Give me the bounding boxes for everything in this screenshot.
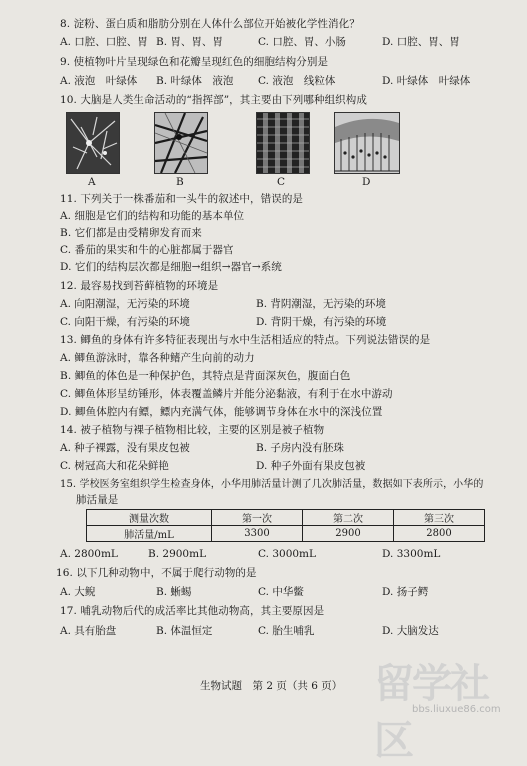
option: D. 鲫鱼体腔内有鳔，鳔内充满气体，能够调节身体在水中的深浅位置 [60, 406, 383, 418]
site-watermark [370, 652, 520, 764]
table-cell: 3300 [212, 526, 303, 542]
option: C. 口腔、胃、小肠 [258, 36, 346, 48]
option: A. 细胞是它们的结构和功能的基本单位 [60, 210, 245, 222]
question-11-stem: 11. 下列关于一株番茄和一头牛的叙述中，错误的是 [60, 193, 304, 205]
option: C. 番茄的果实和牛的心脏都属于器官 [60, 244, 234, 256]
table-header-cell: 第三次 [394, 510, 485, 526]
image-label-c: C [277, 176, 286, 188]
question-17-stem: 17. 哺乳动物后代的成活率比其他动物高，其主要原因是 [60, 605, 325, 617]
image-label-b: B [176, 176, 184, 188]
tissue-image-c [256, 112, 310, 174]
option: D. 叶绿体 叶绿体 [382, 75, 471, 87]
option: B. 它们都是由受精卵发育而来 [60, 227, 202, 239]
question-8-stem: 8. 淀粉、蛋白质和脂肪分别在人体什么部位开始被化学性消化？ [60, 18, 360, 30]
option: D. 种子外面有果皮包被 [256, 460, 366, 472]
tissue-image-b [154, 112, 208, 174]
option: A. 种子裸露，没有果皮包被 [60, 442, 190, 454]
table-row [87, 526, 485, 542]
question-9-options [60, 75, 500, 88]
option: D. 它们的结构层次都是细胞→组织→器官→系统 [60, 261, 282, 273]
question-8-options [60, 36, 500, 49]
question-14-stem: 14. 被子植物与裸子植物相比较，主要的区别是被子植物 [60, 424, 325, 436]
option: B. 背阴潮湿，无污染的环境 [256, 298, 386, 310]
tissue-image-d [334, 112, 400, 174]
question-12-options-2 [60, 316, 500, 329]
option: D. 3300mL [382, 548, 441, 560]
option: C. 3000mL [258, 548, 316, 560]
option: C. 鲫鱼体形呈纺锤形，体表覆盖鳞片并能分泌黏液，有利于在水中游动 [60, 388, 393, 400]
option: C. 向阳干燥，有污染的环境 [60, 316, 190, 328]
table-header-row [87, 510, 485, 526]
question-10-stem: 10. 大脑是人类生命活动的“指挥部”，其主要由下列哪种组织构成 [60, 94, 367, 106]
option: A. 向阳潮湿，无污染的环境 [60, 298, 190, 310]
question-15-options [60, 548, 500, 561]
option: D. 大脑发达 [382, 625, 439, 637]
question-13-stem: 13. 鲫鱼的身体有许多特征表现出与水中生活相适应的特点。下列说法错误的是 [60, 334, 431, 346]
option: A. 具有胎盘 [60, 625, 117, 637]
image-label-a: A [88, 176, 96, 188]
option: C. 中华鳖 [258, 586, 304, 598]
table-header-cell: 第一次 [212, 510, 303, 526]
table-cell: 2900 [303, 526, 394, 542]
question-14-options [60, 442, 500, 455]
question-17-options [60, 625, 500, 638]
question-12-stem: 12. 最容易找到苔藓植物的环境是 [60, 280, 219, 292]
option: C. 液泡 线粒体 [258, 75, 336, 87]
tissue-image-a [66, 112, 120, 174]
option: D. 扬子鳄 [382, 586, 429, 598]
table-cell: 肺活量/mL [87, 526, 212, 542]
option: B. 胃、胃、胃 [156, 36, 223, 48]
option: A. 大鲵 [60, 586, 96, 598]
option: A. 液泡 叶绿体 [60, 75, 138, 87]
table-cell: 2800 [394, 526, 485, 542]
option: C. 胎生哺乳 [258, 625, 315, 637]
option: A. 鲫鱼游泳时，靠各种鳍产生向前的动力 [60, 352, 255, 364]
question-15-stem-cont: 肺活量是 [76, 494, 119, 506]
question-16-options [60, 586, 500, 599]
table-header-cell: 测量次数 [87, 510, 212, 526]
option: A. 口腔、口腔、胃 [60, 36, 148, 48]
option: D. 口腔、胃、胃 [382, 36, 460, 48]
option: D. 背阴干燥，有污染的环境 [256, 316, 387, 328]
option: B. 子房内没有胚珠 [256, 442, 344, 454]
table-header-cell: 第二次 [303, 510, 394, 526]
option: B. 叶绿体 液泡 [156, 75, 234, 87]
option: B. 蜥蜴 [156, 586, 192, 598]
lung-capacity-table [86, 509, 485, 542]
question-15-stem: 15. 学校医务室组织学生检查身体，小华用肺活量计测了几次肺活量，数据如下表所示，小华的 [60, 479, 484, 490]
question-16-stem: 16. 以下几种动物中，不属于爬行动物的是 [56, 567, 257, 579]
page-footer: 生物试题 第 2 页（共 6 页） [200, 680, 343, 692]
watermark-logo: 留学社区 [374, 661, 488, 764]
question-9-stem: 9. 使植物叶片呈现绿色和花瓣呈现红色的细胞结构分别是 [60, 56, 329, 68]
question-12-options [60, 298, 500, 311]
option: A. 2800mL [60, 548, 118, 560]
option: C. 树冠高大和花朵鲜艳 [60, 460, 169, 472]
watermark-url: bbs.liuxue86.com [412, 704, 501, 715]
option: B. 体温恒定 [156, 625, 213, 637]
option: B. 2900mL [148, 548, 207, 560]
option: B. 鲫鱼的体色是一种保护色，其特点是背面深灰色，腹面白色 [60, 370, 351, 382]
question-14-options-2 [60, 460, 500, 473]
image-label-d: D [362, 176, 371, 188]
